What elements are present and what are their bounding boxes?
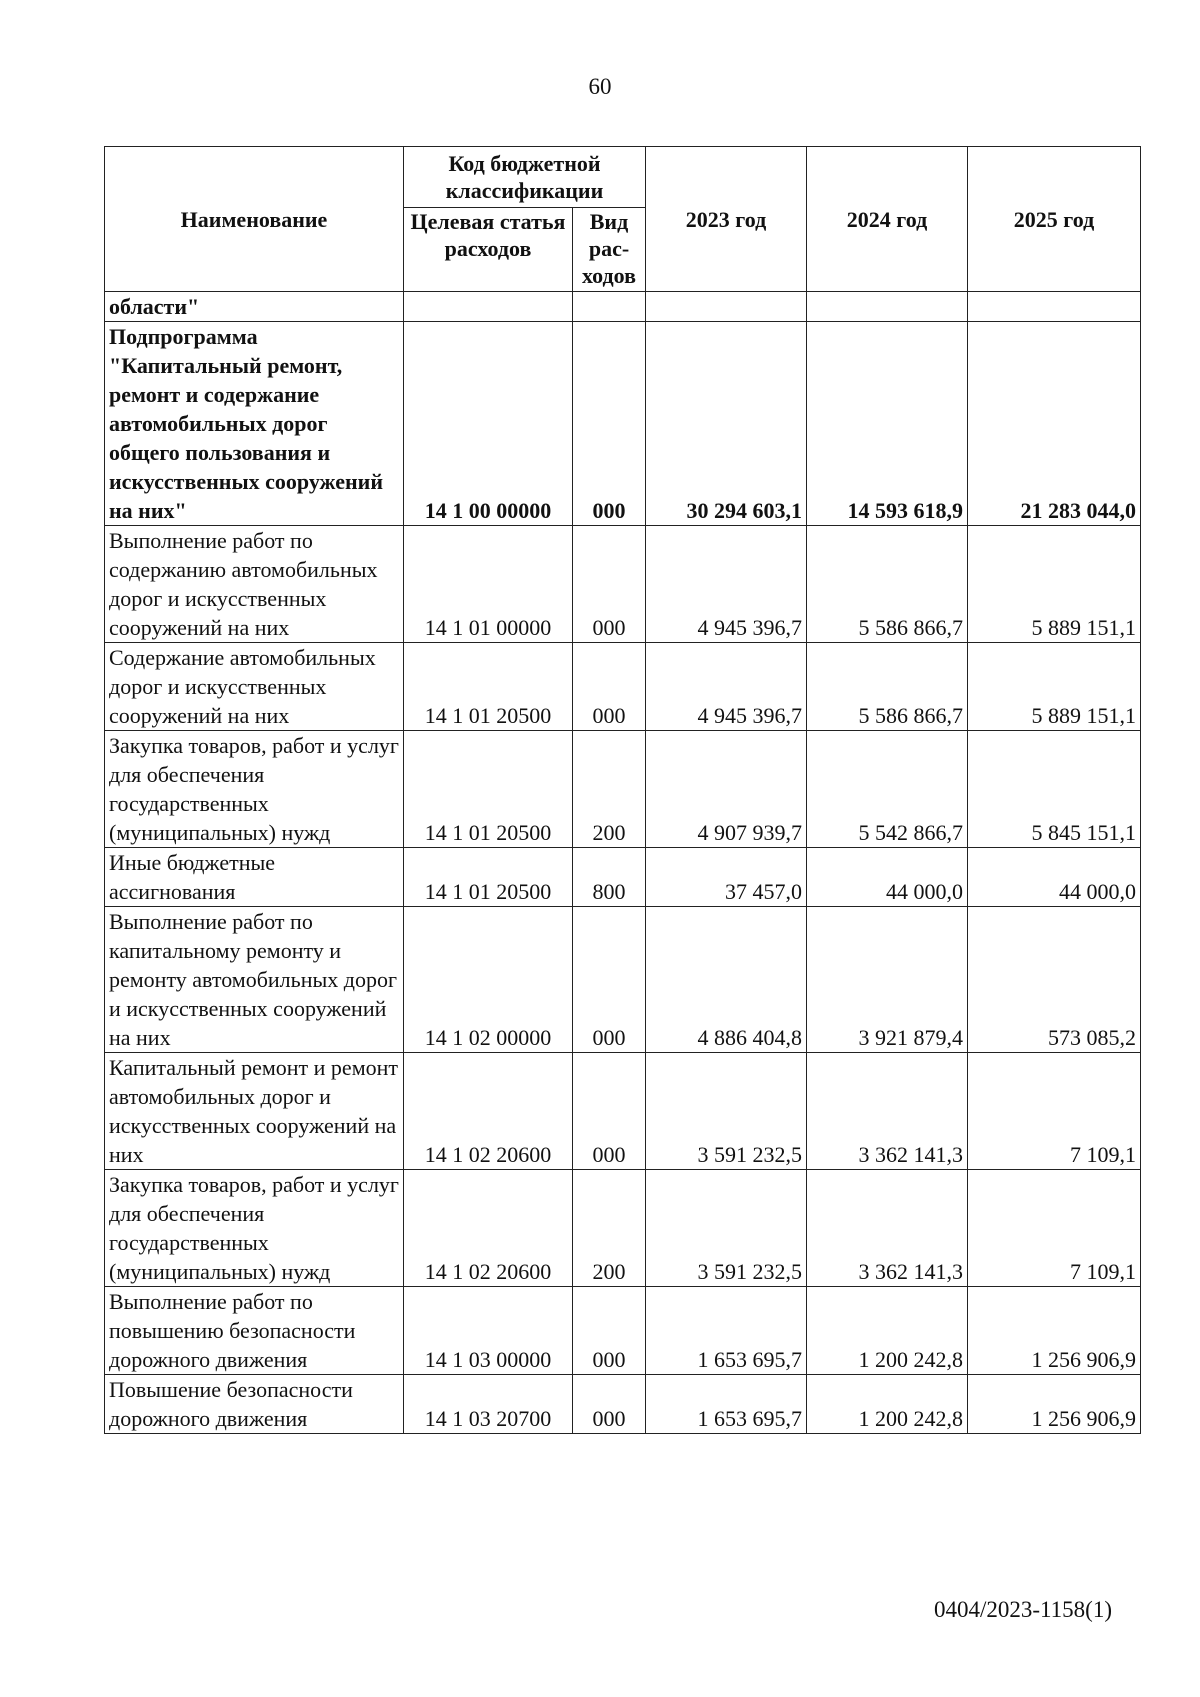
cell-2025: [968, 292, 1141, 322]
cell-target-code: [404, 292, 573, 322]
cell-target-code: 14 1 01 00000: [404, 526, 573, 643]
cell-target-code: 14 1 01 20500: [404, 848, 573, 907]
cell-2023: 4 945 396,7: [646, 643, 807, 731]
cell-2023: 4 945 396,7: [646, 526, 807, 643]
cell-2024: [807, 292, 968, 322]
document-code: 0404/2023-1158(1): [933, 1597, 1112, 1622]
cell-2024: 14 593 618,9: [807, 322, 968, 526]
cell-expense-type: 000: [573, 322, 646, 526]
cell-name: Капитальный ремонт и ремонт автомобильных дорог и искусственных сооружений на них: [105, 1053, 404, 1170]
table-body: [105, 292, 1141, 1434]
table-row: [105, 907, 1141, 1053]
cell-target-code: 14 1 01 20500: [404, 643, 573, 731]
table-row: [105, 1375, 1141, 1434]
cell-2024: 5 542 866,7: [807, 731, 968, 848]
cell-expense-type: 000: [573, 526, 646, 643]
cell-expense-type: 000: [573, 1053, 646, 1170]
budget-table: [104, 146, 1141, 1434]
cell-target-code: 14 1 02 20600: [404, 1170, 573, 1287]
cell-target-code: 14 1 02 20600: [404, 1053, 573, 1170]
cell-2024: 1 200 242,8: [807, 1287, 968, 1375]
cell-name: области": [105, 292, 404, 322]
cell-target-code: 14 1 00 00000: [404, 322, 573, 526]
header-kbk: Код бюджетной классификации: [404, 147, 646, 208]
cell-2025: 44 000,0: [968, 848, 1141, 907]
cell-expense-type: 000: [573, 1287, 646, 1375]
cell-2024: 3 362 141,3: [807, 1170, 968, 1287]
cell-target-code: 14 1 02 00000: [404, 907, 573, 1053]
table-row: [105, 1053, 1141, 1170]
cell-name: Выполнение работ по капитальному ремонту и ремонту автомобильных дорог и искусственных сооружений на них: [105, 907, 404, 1053]
cell-2024: 5 586 866,7: [807, 643, 968, 731]
cell-expense-type: 200: [573, 1170, 646, 1287]
table-row: [105, 731, 1141, 848]
table-row: [105, 848, 1141, 907]
table-row: [105, 322, 1141, 526]
cell-2024: 3 921 879,4: [807, 907, 968, 1053]
table-row: [105, 292, 1141, 322]
cell-2023: 1 653 695,7: [646, 1375, 807, 1434]
cell-2024: 5 586 866,7: [807, 526, 968, 643]
table-row: [105, 643, 1141, 731]
cell-2024: 44 000,0: [807, 848, 968, 907]
cell-expense-type: 200: [573, 731, 646, 848]
header-2025: 2025 год: [968, 147, 1141, 292]
header-2023: 2023 год: [646, 147, 807, 292]
cell-name: Закупка товаров, работ и услуг для обеспечения государственных (муниципальных) нужд: [105, 731, 404, 848]
cell-2023: 1 653 695,7: [646, 1287, 807, 1375]
cell-target-code: 14 1 03 20700: [404, 1375, 573, 1434]
cell-expense-type: 000: [573, 907, 646, 1053]
page-number: 60: [588, 74, 612, 99]
header-vid: Вид рас-ходов: [573, 208, 646, 292]
cell-target-code: 14 1 01 20500: [404, 731, 573, 848]
cell-2025: 21 283 044,0: [968, 322, 1141, 526]
cell-name: Иные бюджетные ассигнования: [105, 848, 404, 907]
cell-2025: 1 256 906,9: [968, 1287, 1141, 1375]
cell-2024: 1 200 242,8: [807, 1375, 968, 1434]
cell-2025: 7 109,1: [968, 1053, 1141, 1170]
cell-2024: 3 362 141,3: [807, 1053, 968, 1170]
cell-2025: 573 085,2: [968, 907, 1141, 1053]
cell-2023: 4 907 939,7: [646, 731, 807, 848]
cell-expense-type: 800: [573, 848, 646, 907]
cell-2025: 5 889 151,1: [968, 643, 1141, 731]
cell-name: Выполнение работ по содержанию автомобильных дорог и искусственных сооружений на них: [105, 526, 404, 643]
cell-2023: 30 294 603,1: [646, 322, 807, 526]
cell-2025: 7 109,1: [968, 1170, 1141, 1287]
table-row: [105, 526, 1141, 643]
cell-2025: 1 256 906,9: [968, 1375, 1141, 1434]
cell-name: Подпрограмма "Капитальный ремонт, ремонт и содержание автомобильных дорог общего пользования и искусственных сооружений на них": [105, 322, 404, 526]
cell-expense-type: [573, 292, 646, 322]
header-name: Наименование: [105, 147, 404, 292]
cell-expense-type: 000: [573, 643, 646, 731]
cell-name: Закупка товаров, работ и услуг для обеспечения государственных (муниципальных) нужд: [105, 1170, 404, 1287]
table-row: [105, 1170, 1141, 1287]
cell-2023: [646, 292, 807, 322]
cell-expense-type: 000: [573, 1375, 646, 1434]
cell-target-code: 14 1 03 00000: [404, 1287, 573, 1375]
header-2024: 2024 год: [807, 147, 968, 292]
table-row: [105, 1287, 1141, 1375]
cell-name: Повышение безопасности дорожного движения: [105, 1375, 404, 1434]
cell-2025: 5 889 151,1: [968, 526, 1141, 643]
cell-2023: 3 591 232,5: [646, 1170, 807, 1287]
cell-2023: 3 591 232,5: [646, 1053, 807, 1170]
cell-name: Выполнение работ по повышению безопасности дорожного движения: [105, 1287, 404, 1375]
header-target: Целевая статья расходов: [404, 208, 573, 292]
cell-2023: 37 457,0: [646, 848, 807, 907]
cell-name: Содержание автомобильных дорог и искусственных сооружений на них: [105, 643, 404, 731]
cell-2023: 4 886 404,8: [646, 907, 807, 1053]
cell-2025: 5 845 151,1: [968, 731, 1141, 848]
